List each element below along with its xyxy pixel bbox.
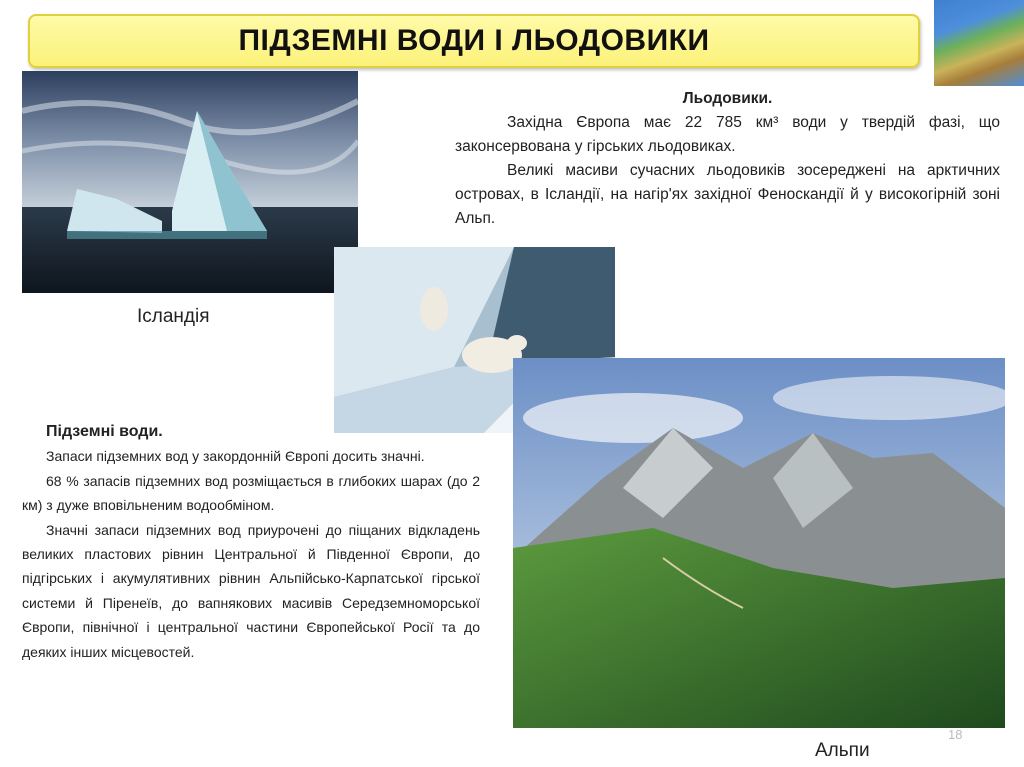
glaciers-heading: Льодовики. (682, 90, 773, 107)
glaciers-section (455, 87, 1000, 231)
iceland-caption: Ісландія (137, 306, 210, 327)
glaciers-paragraph-1: Західна Європа має 22 785 км³ води у твердій фазі, що законсервована у гірських льодовиках. (455, 114, 1000, 155)
groundwater-paragraph-1: Запаси підземних вод у закордонній Європі досить значні. (46, 448, 425, 465)
glaciers-paragraph-2: Великі масиви сучасних льодовиків зосереджені на арктичних островах, в Ісландії, на нагір'ях західної Феноскандії й у високогірній зоні Альп. (455, 162, 1000, 227)
page-title: ПІДЗЕМНІ ВОДИ І ЛЬОДОВИКИ (238, 24, 710, 57)
alps-mountains-photo (513, 358, 1005, 728)
groundwater-heading: Підземні води. (46, 423, 163, 440)
europe-map-thumbnail (934, 0, 1024, 86)
groundwater-paragraph-2: 68 % запасів підземних вод розміщається в глибоких шарах (до 2 км) з дуже вповільненим водообміном. (22, 472, 480, 514)
alps-caption: Альпи (815, 740, 870, 761)
groundwater-section (22, 420, 480, 664)
groundwater-paragraph-3: Значні запаси підземних вод приурочені до піщаних відкладень великих пластових рівнин Центральної й Південної Європи, до підгірських і акумулятивних рівнин Альпійсько-Карпатської гірської системи й Піренеїв, до вапнякових масивів Середземноморської Європи, північної і центральної частини Європейської Росії та до деяких інших місцевостей. (22, 521, 480, 660)
page-number: 18 (948, 727, 963, 742)
title-banner (28, 14, 920, 68)
iceberg-photo (22, 71, 358, 293)
